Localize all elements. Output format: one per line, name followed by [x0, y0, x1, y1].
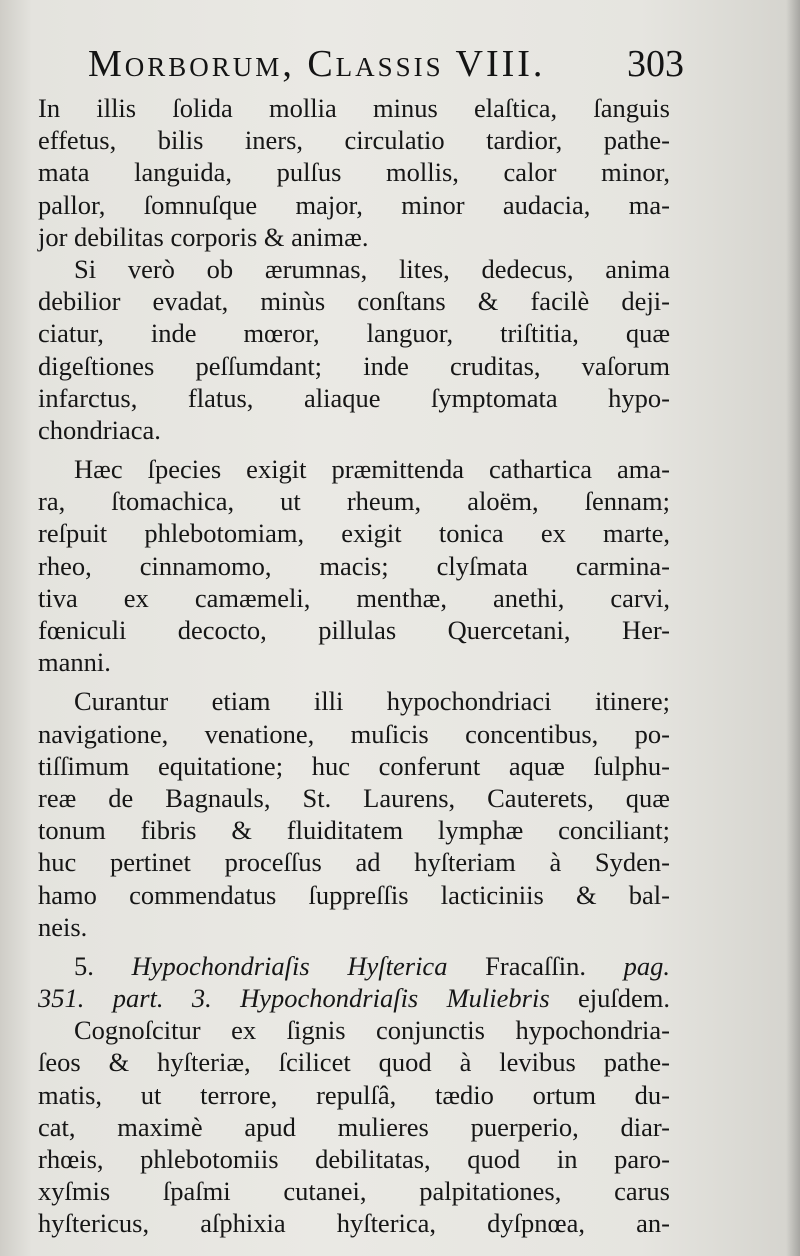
text-line: ciatur, inde mœror, languor, triſtitia, quæ [38, 318, 670, 349]
text-line: hamo commendatus ſuppreſſis lacticiniis & bal- [38, 879, 670, 910]
text-line: effetus, bilis iners, circulatio tardior, pathe- [38, 125, 670, 156]
text-line: tiſſimum equitatione; huc conferunt aquæ ſulphu- [38, 750, 670, 781]
species-reference: 351. part. 3. [38, 983, 212, 1014]
paragraph-start-line: Si verò ob ærumnas, lites, dedecus, anima [74, 253, 670, 284]
text-line: hyſtericus, aſphixia hyſterica, dyſpnœa, an- [38, 1208, 670, 1239]
page-header [88, 38, 684, 94]
species-author: Fracaſſin. [485, 950, 586, 981]
text-line: mata languida, pulſus mollis, calor minor, [38, 157, 670, 188]
page-edge-shadow [786, 0, 800, 1256]
species-heading-line [38, 950, 670, 982]
paragraph-start-line: Curantur etiam illi hypochondriaci itinere; [74, 686, 670, 717]
text-line: reſpuit phlebotomiam, exigit tonica ex marte, [38, 518, 670, 549]
running-title: Morborum, Classis VIII. [88, 43, 546, 85]
text-line: xyſmis ſpaſmi cutanei, palpitationes, carus [38, 1176, 670, 1207]
text-line: ra, ſtomachica, ut rheum, aloëm, ſennam; [38, 486, 670, 517]
species-name: Hypochondriaſis Hyſterica [131, 950, 448, 981]
paragraph-start-line: Hæc ſpecies exigit præmittenda cathartica ama- [74, 454, 670, 485]
text-line: ſeos & hyſteriæ, ſcilicet quod à levibus pathe- [38, 1047, 670, 1078]
species-synonym-author: ejuſdem. [578, 983, 671, 1014]
text-line: tonum fibris & fluiditatem lymphæ conciliant; [38, 815, 670, 846]
page-number: 303 [627, 43, 684, 85]
species-synonym-line [38, 982, 670, 1014]
text-line: neis. [38, 911, 88, 942]
text-line: jor debilitas corporis & animæ. [38, 221, 369, 252]
text-line: chondriaca. [38, 414, 161, 445]
text-line: tiva ex camæmeli, menthæ, anethi, carvi, [38, 582, 670, 613]
text-line: debilior evadat, minùs conſtans & facilè deji- [38, 286, 670, 317]
text-line: matis, ut terrore, repulſâ, tædio ortum du- [38, 1079, 670, 1110]
text-line: manni. [38, 647, 111, 678]
text-line: navigatione, venatione, muſicis concentibus, po- [38, 718, 670, 749]
paragraph-start-line: Cognoſcitur ex ſignis conjunctis hypochondria- [74, 1015, 670, 1046]
text-line: rhœis, phlebotomiis debilitatas, quod in paro- [38, 1144, 670, 1174]
text-line: rheo, cinnamomo, macis; clyſmata carmina- [38, 550, 670, 581]
species-synonym: Hypochondriaſis Muliebris [240, 983, 550, 1014]
species-page-ref: pag. [623, 950, 671, 981]
species-number: 5. [74, 950, 94, 981]
text-line: huc pertinet proceſſus ad hyſteriam à Syden- [38, 847, 670, 878]
text-line: In illis ſolida mollia minus elaſtica, ſanguis [38, 93, 670, 123]
text-line: reæ de Bagnauls, St. Laurens, Cauterets, quæ [38, 782, 670, 813]
text-line: infarctus, flatus, aliaque ſymptomata hypo- [38, 382, 670, 413]
text-line: pallor, ſomnuſque major, minor audacia, ma- [38, 189, 670, 220]
text-line: fœniculi decocto, pillulas Quercetani, Her- [38, 615, 670, 645]
text-line: cat, maximè apud mulieres puerperio, diar- [38, 1111, 670, 1142]
body-text [38, 92, 670, 1240]
text-line: digeſtiones peſſumdant; inde cruditas, vaſorum [38, 350, 670, 381]
